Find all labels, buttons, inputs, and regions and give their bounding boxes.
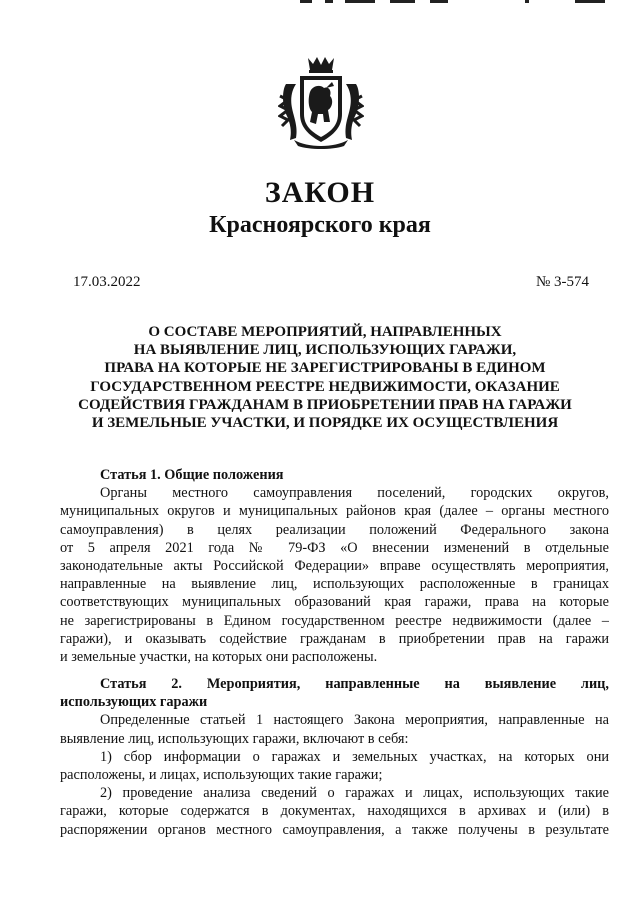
law-number: № 3-574 xyxy=(535,274,589,290)
document-subtitle: Красноярского края xyxy=(209,212,431,238)
article-1-line: самоуправления) в целях реализации положений Федерального закона xyxy=(60,521,609,538)
article-2-line: выявление лиц, использующих гаражи, включают в себя: xyxy=(60,730,409,747)
heading-line: НА ВЫЯВЛЕНИЕ ЛИЦ, ИСПОЛЬЗУЮЩИХ ГАРАЖИ, xyxy=(133,342,517,359)
article-1 xyxy=(60,466,609,666)
scan-artifact-marks xyxy=(0,0,640,6)
heading-line: ПРАВА НА КОТОРЫЕ НЕ ЗАРЕГИСТРИРОВАНЫ В ЕДИНОМ xyxy=(104,360,546,377)
article-2-line: 2) проведение анализа сведений о гаражах и лицах, использующих такие xyxy=(100,785,609,802)
heading-line: О СОСТАВЕ МЕРОПРИЯТИЙ, НАПРАВЛЕННЫХ xyxy=(148,324,502,340)
article-1-line: муниципальных округов и муниципальных районов края (далее – органы местного xyxy=(60,503,609,520)
article-1-line: не зарегистрированы в Едином государственном реестре недвижимости (далее – xyxy=(60,612,609,629)
law-date: 17.03.2022 xyxy=(73,274,141,290)
article-1-title: Статья 1. Общие положения xyxy=(100,467,284,483)
article-1-line: соответствующих муниципальных образований края гаражи, права на которые xyxy=(60,594,609,611)
article-2-line: 1) сбор информации о гаражах и земельных участках, на которых они xyxy=(100,748,609,765)
heading-line: И ЗЕМЕЛЬНЫЕ УЧАСТКИ, И ПОРЯДКЕ ИХ ОСУЩЕСТВЛЕНИЯ xyxy=(91,415,559,432)
document-title: ЗАКОН xyxy=(264,176,376,209)
law-heading xyxy=(60,323,590,432)
article-2-title: Статья 2. Мероприятия, направленные на выявление лиц, xyxy=(100,676,609,692)
article-2-line: расположены, и лицах, использующих такие гаражи; xyxy=(60,767,383,784)
article-2-title: использующих гаражи xyxy=(60,694,208,711)
article-1-line: от 5 апреля 2021 года № 79-ФЗ «О внесении изменений в отдельные xyxy=(60,539,609,556)
article-2-line: Определенные статьей 1 настоящего Закона мероприятия, направленные на xyxy=(100,712,609,729)
article-1-line: и земельные участки, на которых они расположены. xyxy=(60,649,378,666)
article-1-line: законодательные акты Российской Федерации» вправе осуществлять мероприятия, xyxy=(60,558,609,575)
article-1-line: гаражи), и оказывать содействие гражданам в приобретении прав на гаражи xyxy=(60,630,609,647)
article-2-line: гаражи, которые содержатся в документах, находящихся в архивах и (или) в xyxy=(60,803,609,820)
article-2 xyxy=(60,675,609,839)
article-1-line: Органы местного самоуправления поселений, городских округов, xyxy=(100,485,609,502)
article-2-line: распоряжении органов местного самоуправления, а также получены в результате xyxy=(60,821,609,838)
heading-line: ГОСУДАРСТВЕННОМ РЕЕСТРЕ НЕДВИЖИМОСТИ, ОКАЗАНИЕ xyxy=(90,378,560,395)
coat-of-arms-emblem-icon xyxy=(278,56,364,150)
article-1-line: направленные на выявление лиц, использующих расположенные в границах xyxy=(60,576,609,593)
heading-line: СОДЕЙСТВИЯ ГРАЖДАНАМ В ПРИОБРЕТЕНИИ ПРАВ НА ГАРАЖИ xyxy=(78,396,572,413)
